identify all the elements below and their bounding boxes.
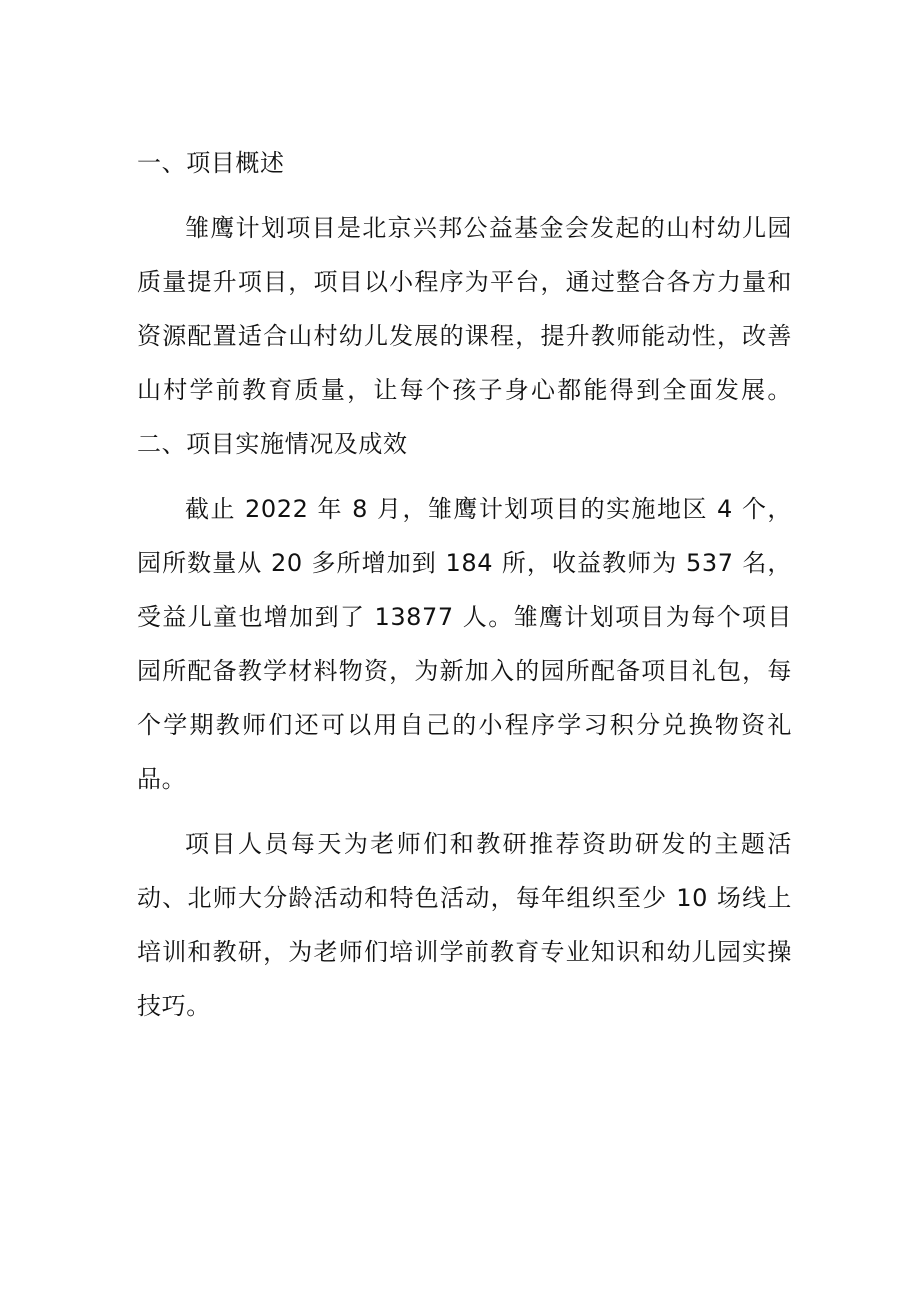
section-heading-overview: 一、项目概述 xyxy=(137,149,285,177)
document-body xyxy=(137,136,792,1044)
paragraph-implementation: 截止 2022 年 8 月，雏鹰计划项目的实施地区 4 个，园所数量从 20 多所增加到 184 所，收益教师为 537 名，受益儿童也增加到了 13877 人。雏鹰计划项目为每个项目园所配备教学材料物资，为新加入的园所配备项目礼包，每个学期教师们还可以用自己的小程序学习积分兑换物资礼品。 xyxy=(137,495,792,793)
paragraph-training: 项目人员每天为老师们和教研推荐资助研发的主题活动、北师大分龄活动和特色活动，每年组织至少 10 场线上培训和教研，为老师们培训学前教育专业知识和幼儿园实操技巧。 xyxy=(137,830,792,1020)
paragraph-intro: 雏鹰计划项目是北京兴邦公益基金会发起的山村幼儿园质量提升项目，项目以小程序为平台，通过整合各方力量和资源配置适合山村幼儿发展的课程，提升教师能动性，改善山村学前教育质量，让每个孩子身心都能得到全面发展。二、项目实施情况及成效 xyxy=(137,214,792,458)
